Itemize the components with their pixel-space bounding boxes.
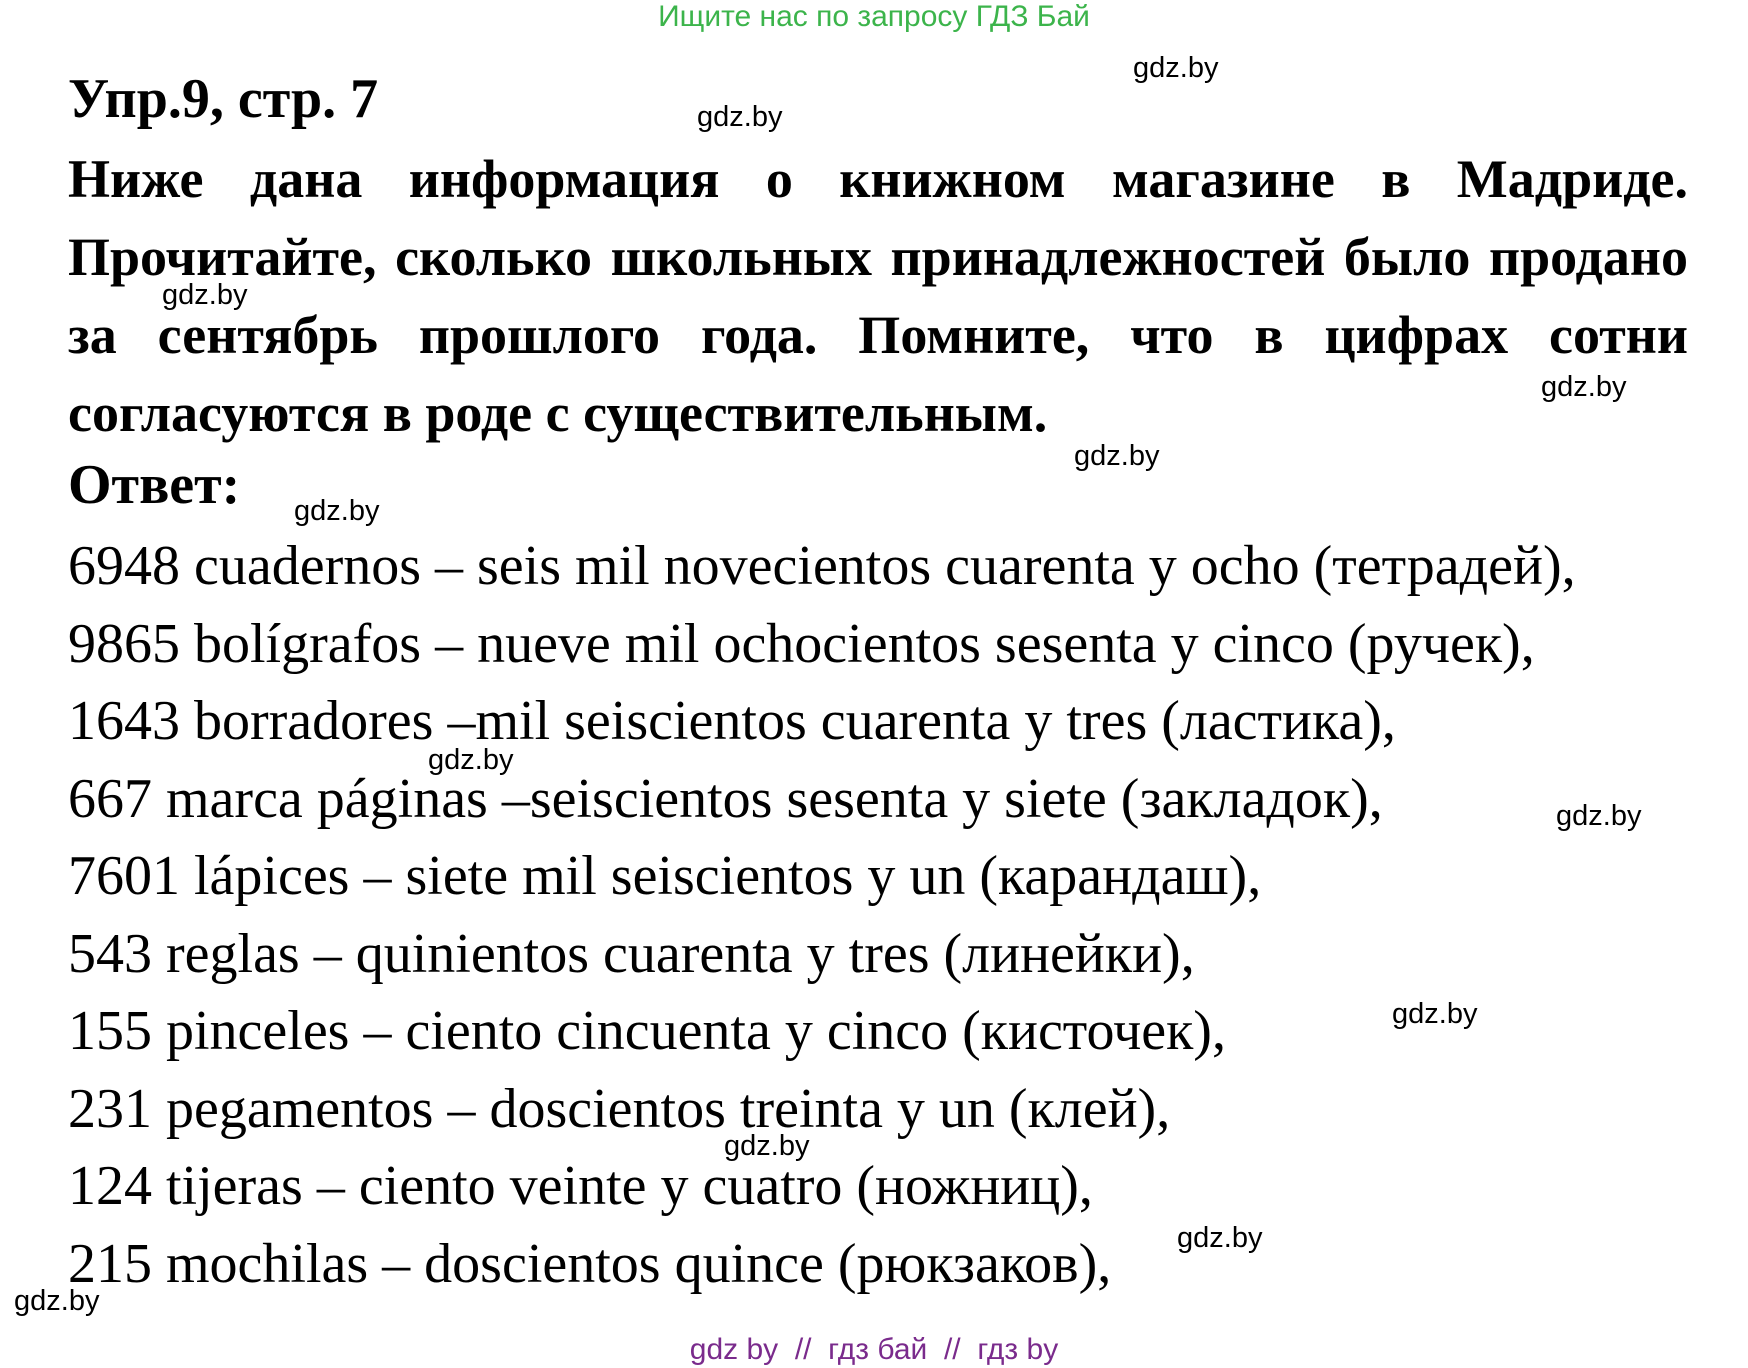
answer-line: 1643 borradores –mil seiscientos cuarenta y tres (ластика),	[68, 690, 1396, 752]
answer-line: 6948 cuadernos – seis mil novecientos cuarenta y ocho (тетрадей),	[68, 535, 1576, 597]
watermark: gdz.by	[162, 279, 248, 311]
watermark: gdz.by	[294, 495, 380, 527]
answer-list	[68, 528, 1576, 1303]
answer-line: 215 mochilas – doscientos quince (рюкзаков),	[68, 1232, 1112, 1295]
answer-line: 7601 lápices – siete mil seiscientos y un (карандаш),	[68, 845, 1262, 907]
answer-line: 543 reglas – quinientos cuarenta y tres (линейки),	[68, 922, 1195, 985]
watermark: gdz.by	[697, 101, 783, 133]
answer-line: 667 marca páginas –seiscientos sesenta y siete (закладок),	[68, 767, 1383, 830]
answer-line: 155 pinceles – ciento cincuenta y cinco (кисточек),	[68, 1000, 1226, 1062]
watermark: gdz.by	[428, 744, 514, 776]
answer-label: Ответ:	[68, 454, 241, 516]
footer-links: gdz by // гдз бай // гдз by	[689, 1333, 1059, 1366]
watermark: gdz.by	[1177, 1222, 1263, 1254]
watermark: gdz.by	[1392, 998, 1478, 1030]
watermark: gdz.by	[1133, 52, 1219, 84]
answer-line: 231 pegamentos – doscientos treinta y un (клей),	[68, 1077, 1171, 1140]
exercise-title: Упр.9, стр. 7	[68, 68, 379, 130]
watermark: gdz.by	[724, 1130, 810, 1162]
watermark: gdz.by	[1074, 440, 1160, 472]
answer-line: 9865 bolígrafos – nueve mil ochocientos sesenta y cinco (ручек),	[68, 612, 1535, 675]
task-text: Ниже дана информация о книжном магазине в Мадриде. Прочитайте, сколько школьных принадлежностей было продано за сентябрь прошлого года. Помните, что в цифрах сотни согласуются в роде с существительным.	[68, 149, 1688, 443]
watermark: gdz.by	[14, 1285, 100, 1317]
watermark: gdz.by	[1541, 371, 1627, 403]
answer-line: 124 tijeras – ciento veinte y cuatro (ножниц),	[68, 1155, 1093, 1217]
top-banner: Ищите нас по запросу ГДЗ Бай	[658, 0, 1090, 33]
watermark: gdz.by	[1556, 800, 1642, 832]
